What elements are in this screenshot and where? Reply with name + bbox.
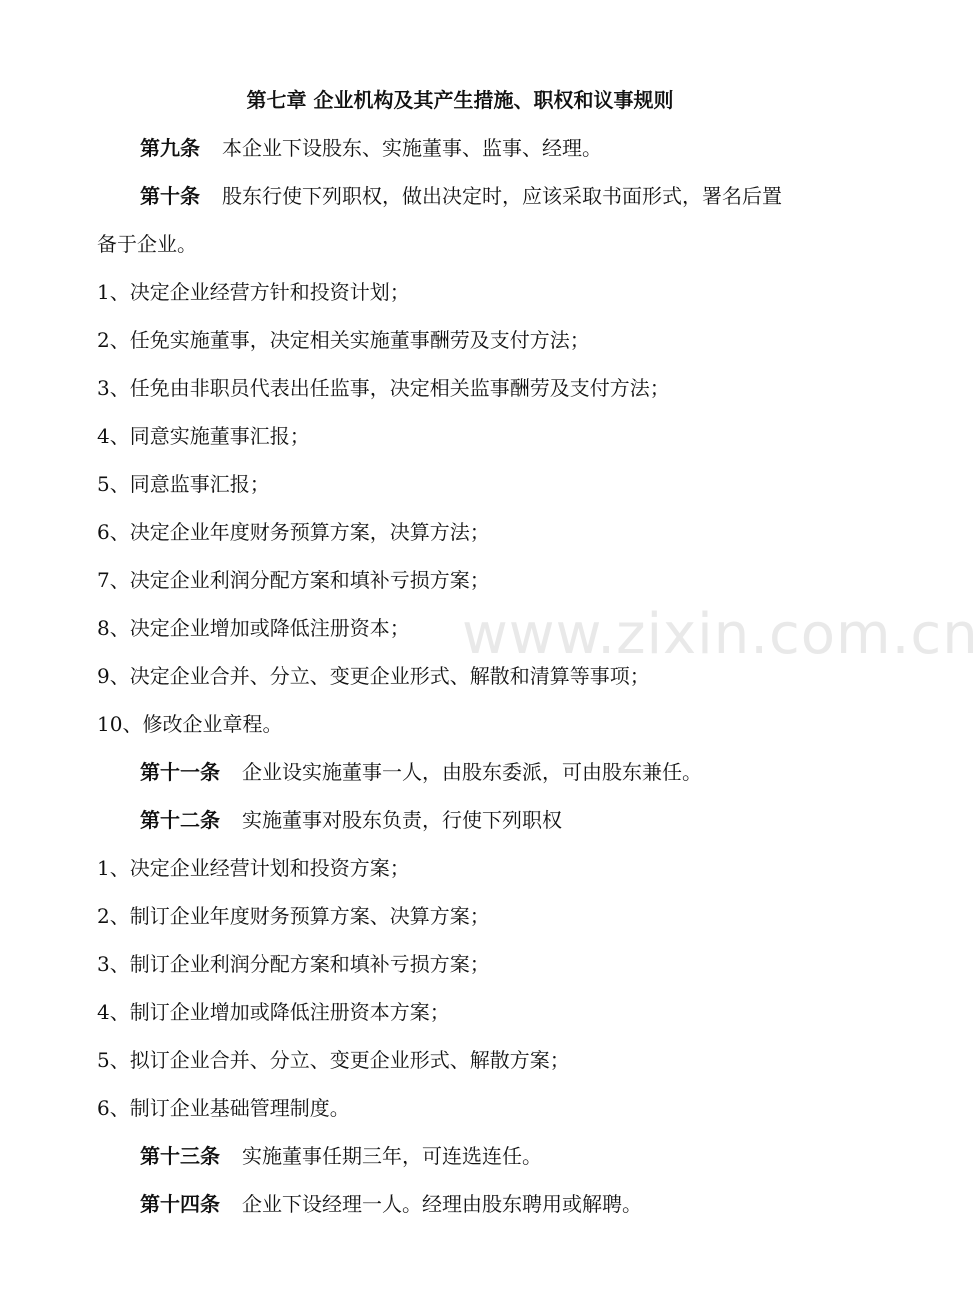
article-10-item-9: 9、决定企业合并、分立、变更企业形式、解散和清算等事项； — [97, 664, 650, 688]
article-10-item-3: 3、任免由非职员代表出任监事，决定相关监事酬劳及支付方法； — [97, 376, 670, 400]
article-14 — [140, 1192, 642, 1216]
article-13-heading: 第十三条 — [140, 1144, 220, 1168]
article-10-item-10: 10、修改企业章程。 — [97, 712, 283, 736]
article-10-item-6: 6、决定企业年度财务预算方案，决算方法； — [97, 520, 490, 544]
article-12-item-1: 1、决定企业经营计划和投资方案； — [97, 856, 410, 880]
article-11-text: 企业设实施董事一人，由股东委派，可由股东兼任。 — [242, 760, 702, 784]
article-12-item-2: 2、制订企业年度财务预算方案、决算方案； — [97, 904, 490, 928]
article-10 — [140, 184, 782, 208]
article-10-item-4: 4、同意实施董事汇报； — [97, 424, 310, 448]
article-12-item-5: 5、拟订企业合并、分立、变更企业形式、解散方案； — [97, 1048, 570, 1072]
article-9 — [140, 136, 602, 160]
article-9-text: 本企业下设股东、实施董事、监事、经理。 — [222, 136, 602, 160]
chapter-title: 第七章 企业机构及其产生措施、职权和议事规则 — [246, 88, 674, 112]
article-10-item-1: 1、决定企业经营方针和投资计划； — [97, 280, 410, 304]
article-10-item-8: 8、决定企业增加或降低注册资本； — [97, 616, 410, 640]
article-12-item-4: 4、制订企业增加或降低注册资本方案； — [97, 1000, 450, 1024]
article-14-text: 企业下设经理一人。经理由股东聘用或解聘。 — [242, 1192, 642, 1216]
article-10-text-line2: 备于企业。 — [97, 232, 197, 256]
article-10-item-5: 5、同意监事汇报； — [97, 472, 270, 496]
article-13 — [140, 1144, 542, 1168]
article-12-item-6: 6、制订企业基础管理制度。 — [97, 1096, 350, 1120]
article-9-heading: 第九条 — [140, 136, 200, 160]
article-13-text: 实施董事任期三年，可连选连任。 — [242, 1144, 542, 1168]
article-10-text-line1: 股东行使下列职权，做出决定时，应该采取书面形式，署名后置 — [222, 184, 782, 208]
article-11-heading: 第十一条 — [140, 760, 220, 784]
article-10-item-7: 7、决定企业利润分配方案和填补亏损方案； — [97, 568, 490, 592]
article-12 — [140, 808, 562, 832]
article-10-item-2: 2、任免实施董事，决定相关实施董事酬劳及支付方法； — [97, 328, 590, 352]
article-10-heading: 第十条 — [140, 184, 200, 208]
watermark: www.zixin.com.cn — [462, 602, 979, 667]
article-11 — [140, 760, 702, 784]
article-14-heading: 第十四条 — [140, 1192, 220, 1216]
article-12-heading: 第十二条 — [140, 808, 220, 832]
article-12-item-3: 3、制订企业利润分配方案和填补亏损方案； — [97, 952, 490, 976]
article-12-text: 实施董事对股东负责，行使下列职权 — [242, 808, 562, 832]
